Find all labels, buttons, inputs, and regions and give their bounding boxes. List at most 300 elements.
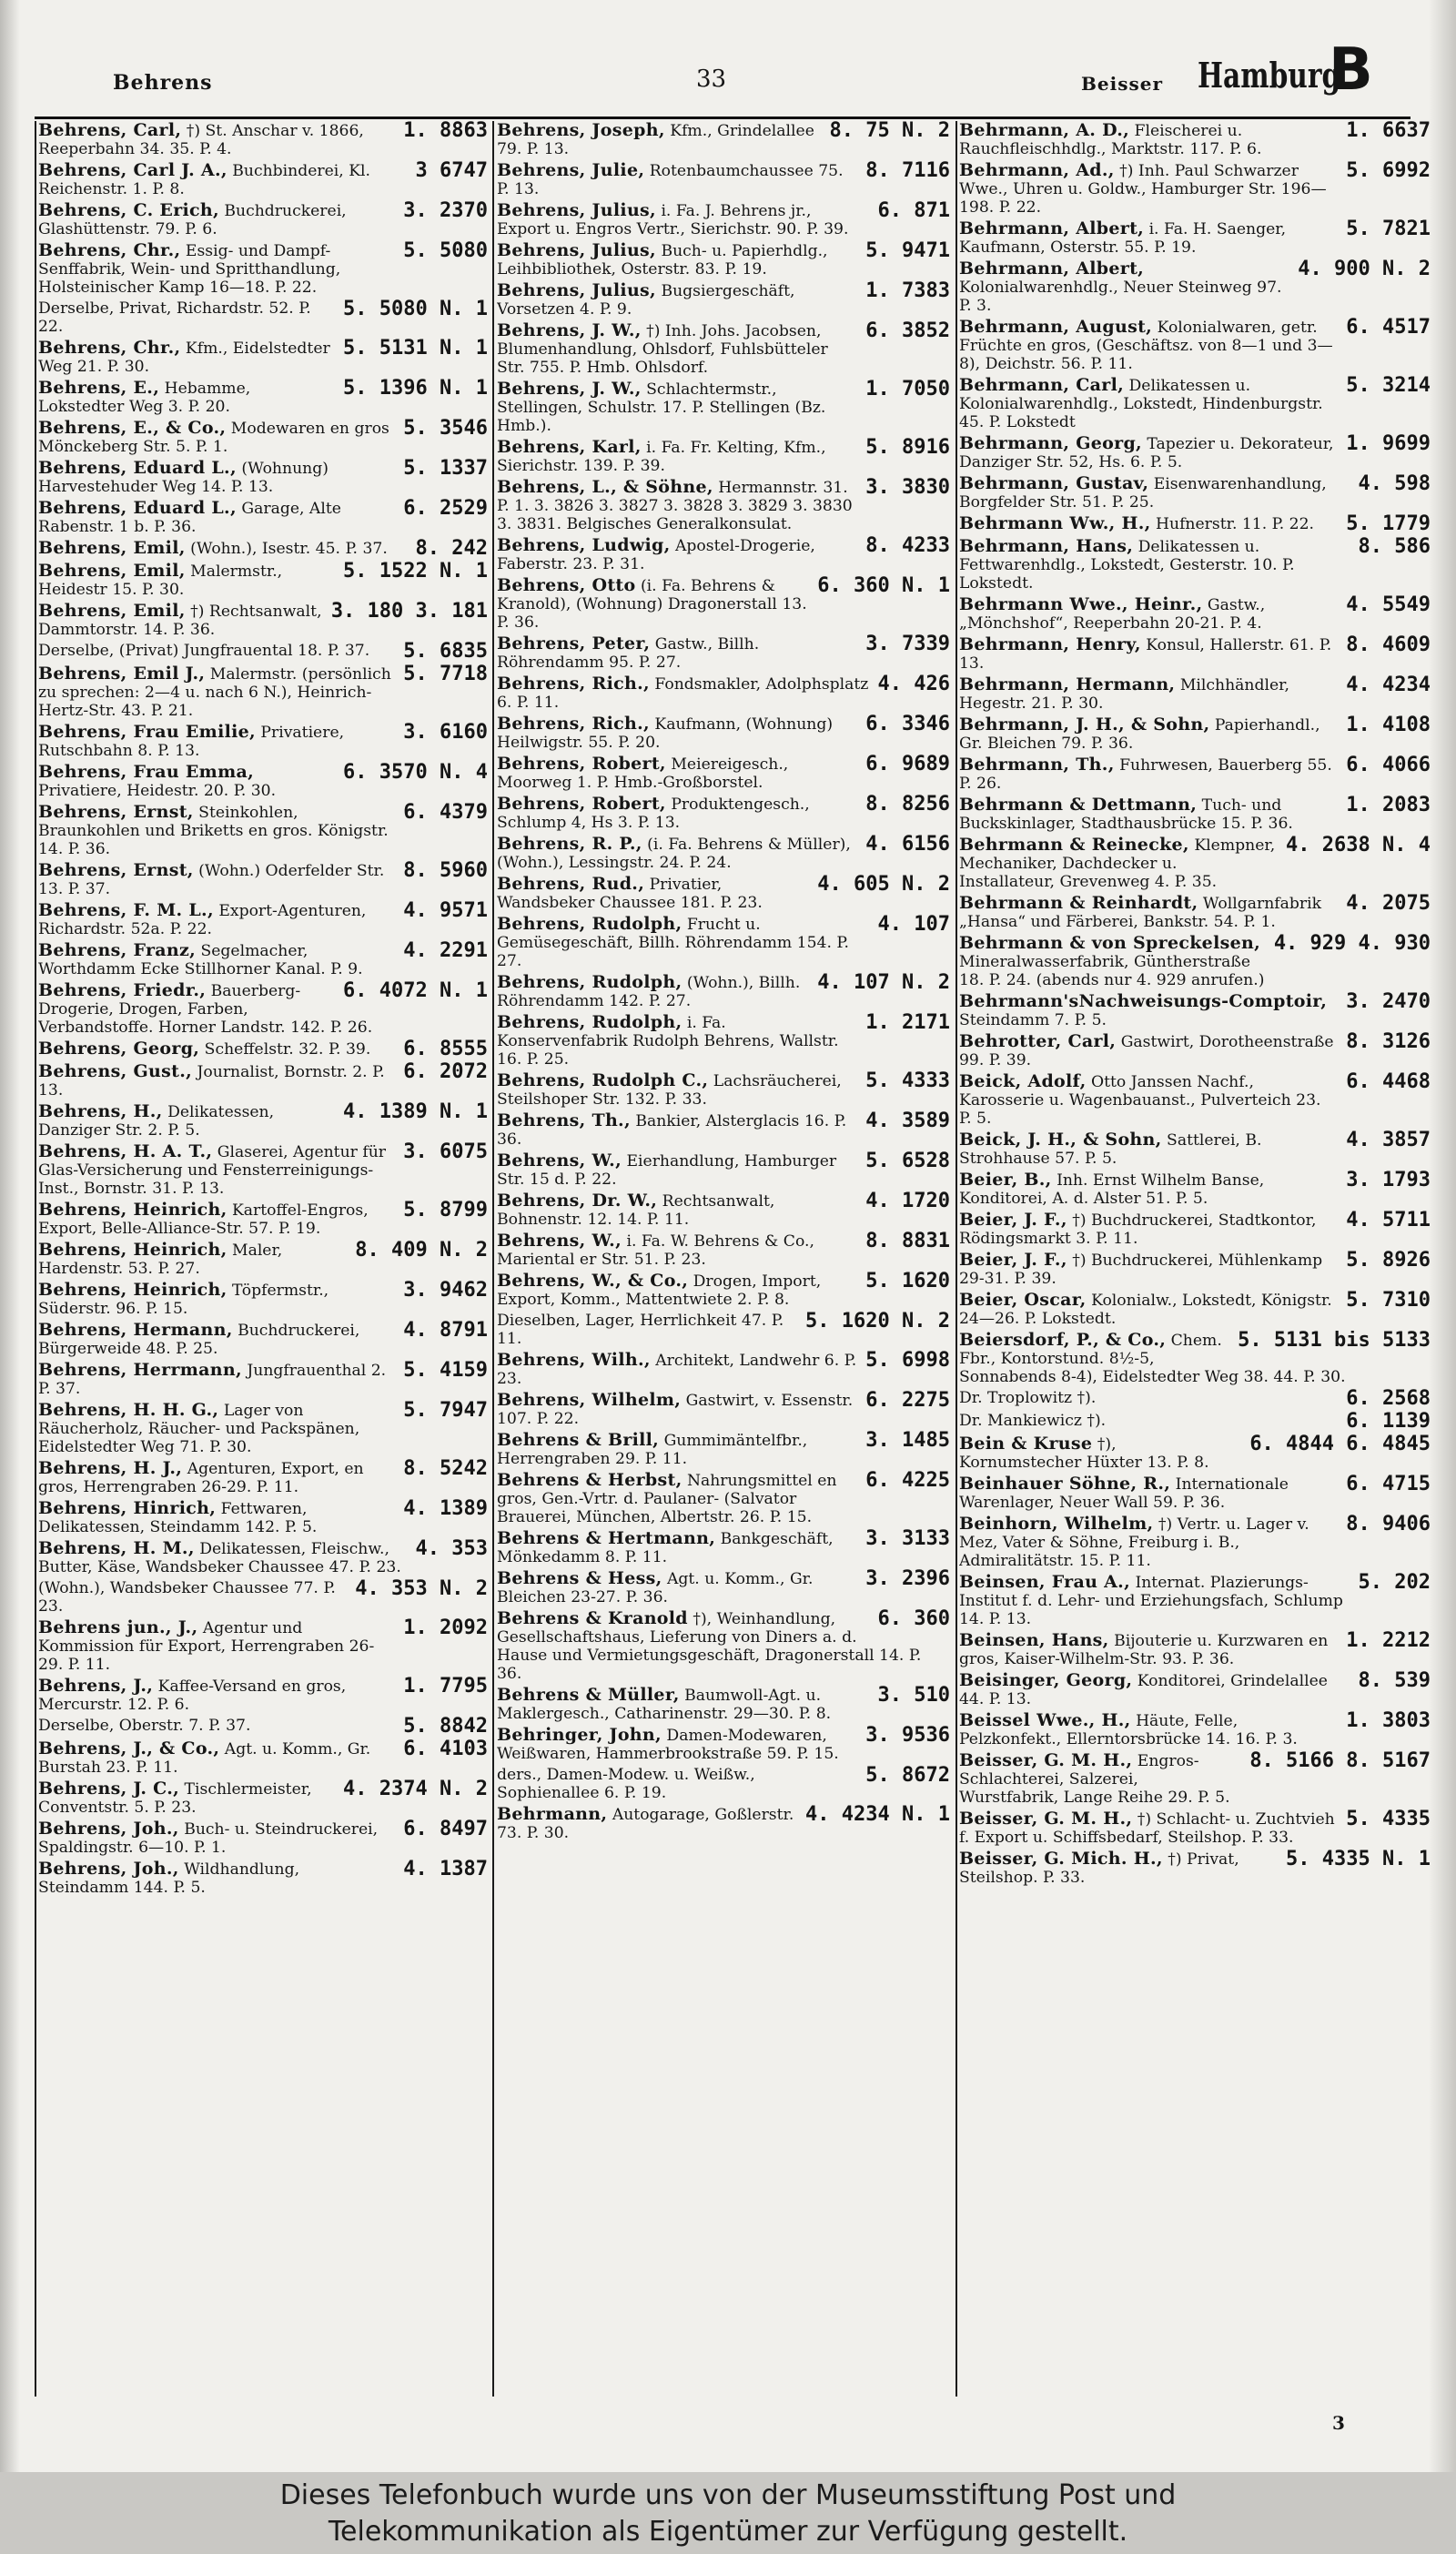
entry-name: Behrens jun., J., bbox=[38, 1618, 198, 1637]
entry-details: Dr. Mankiewicz †). bbox=[959, 1412, 1107, 1430]
phone-number: 6. 4103 bbox=[403, 1739, 488, 1760]
phone-number: 4. 2638 N. 4 bbox=[1286, 836, 1431, 856]
entry-name: Behrens, Heinrich, bbox=[38, 1201, 228, 1220]
entry-details: Privatiere, Heidestr. 20. P. 30. bbox=[38, 782, 277, 800]
entry-details: Privatier, Wandsbeker Chaussee 181. P. 23. bbox=[497, 876, 763, 912]
directory-entry bbox=[959, 1251, 1432, 1288]
entry-name: Behrmann, Th., bbox=[959, 755, 1115, 775]
directory-entry bbox=[38, 1459, 490, 1496]
entry-details: Buchdruckerei, Glashüttenstr. 79. P. 6. bbox=[38, 202, 347, 238]
directory-entry bbox=[497, 1726, 952, 1763]
entry-name: Behrmann & Dettmann, bbox=[959, 796, 1198, 815]
directory-entry bbox=[497, 1071, 952, 1109]
entry-name: Behrens, Emil, bbox=[38, 562, 186, 581]
entry-details: Wollgarnfabrik „Hansa“ und Färberei, Bankstr. 54. P. 1. bbox=[959, 895, 1322, 931]
phone-number: 5. 4333 bbox=[865, 1071, 950, 1092]
page-footer-number: 3 bbox=[1332, 2412, 1345, 2434]
directory-entry bbox=[38, 1819, 490, 1857]
entry-name: Behrens, Emil J., bbox=[38, 664, 206, 684]
entry-details: Gastw., Billh. Röhrendamm 95. P. 27. bbox=[497, 635, 760, 672]
directory-entry bbox=[38, 642, 490, 662]
entry-name: Behrmann & Reinhardt, bbox=[959, 894, 1198, 913]
entry-name: Beick, Adolf, bbox=[959, 1072, 1087, 1091]
phone-number: 4. 2291 bbox=[403, 941, 488, 962]
directory-column-1 bbox=[35, 121, 495, 2406]
directory-entry bbox=[38, 459, 490, 496]
directory-entry bbox=[38, 803, 490, 858]
directory-entry bbox=[959, 514, 1432, 534]
directory-entry bbox=[959, 1515, 1432, 1570]
entry-name: Beisser, G. Mich. H., bbox=[959, 1850, 1163, 1869]
directory-entry bbox=[959, 537, 1432, 593]
entry-details: Tuch- und Buckskinlager, Stadthausbrücke 15. P. 36. bbox=[959, 796, 1293, 833]
attribution-line-1: Dieses Telefonbuch wurde uns von der Museumsstiftung Post und bbox=[279, 2479, 1177, 2511]
phone-number: 6. 4715 bbox=[1346, 1475, 1431, 1495]
directory-entry bbox=[38, 901, 490, 938]
entry-details: Engros-Schlachterei, Salzerei, Wurstfabrik, Lange Reihe 29. P. 5. bbox=[959, 1752, 1230, 1807]
phone-number: 3 6747 bbox=[415, 161, 488, 182]
entry-name: Behrmann, August, bbox=[959, 318, 1153, 337]
phone-number: 4. 353 bbox=[415, 1539, 488, 1560]
phone-number: 4. 353 N. 2 bbox=[355, 1579, 488, 1600]
entry-name: Behrens, J. W., bbox=[497, 380, 642, 399]
directory-entry bbox=[38, 1361, 490, 1398]
directory-entry bbox=[959, 934, 1432, 989]
entry-name: Behrens, Ernst, bbox=[38, 861, 194, 880]
directory-entry bbox=[497, 1766, 952, 1802]
directory-entry bbox=[38, 861, 490, 898]
entry-details: Export-Agenturen, Richardstr. 52a. P. 22. bbox=[38, 902, 367, 938]
directory-entry bbox=[497, 1013, 952, 1069]
entry-name: Behrens, Emil, bbox=[38, 539, 186, 558]
page-header bbox=[36, 36, 1406, 117]
directory-entry bbox=[959, 1475, 1432, 1512]
directory-entry bbox=[959, 259, 1432, 315]
entry-details: Dieselben, Lager, Herrlichkeit 47. P. 11. bbox=[497, 1312, 784, 1348]
entry-details: Steinkohlen, Braunkohlen und Briketts en gros. Königstr. 14. P. 36. bbox=[38, 804, 389, 858]
entry-details: Scheffelstr. 32. P. 39. bbox=[204, 1040, 371, 1059]
phone-number: 4. 5711 bbox=[1346, 1211, 1431, 1231]
entry-details: (i. Fa. Behrens & Müller), (Wohn.), Lessingstr. 24. P. 24. bbox=[497, 836, 851, 872]
entry-name: Behrens, Heinrich, bbox=[38, 1281, 228, 1300]
entry-name: Beisinger, Georg, bbox=[959, 1671, 1133, 1690]
entry-details: Gastwirt, Dorotheenstraße 99. P. 39. bbox=[959, 1033, 1334, 1069]
directory-entry bbox=[497, 1529, 952, 1566]
directory-entry bbox=[959, 376, 1432, 431]
directory-entry bbox=[38, 1739, 490, 1777]
entry-name: Behrens, Frau Emma, bbox=[38, 763, 255, 782]
entry-details: (Wohn.) Oderfelder Str. 13. P. 37. bbox=[38, 862, 385, 898]
entry-details: Delikatessen u. Kolonialwarenhdlg., Lokstedt, Hindenburgstr. 45. P. Lokstedt bbox=[959, 377, 1323, 431]
directory-entry bbox=[497, 1805, 952, 1842]
entry-details: Mineralwasserfabrik, Güntherstraße 18. P. 24. (abends nur 4. 929 anrufen.) bbox=[959, 953, 1265, 989]
entry-name: Behrens, Joseph, bbox=[497, 121, 665, 140]
entry-name: Behrmann, A. D., bbox=[959, 121, 1130, 140]
directory-entry bbox=[497, 576, 952, 632]
phone-number: 5. 9471 bbox=[865, 241, 950, 262]
entry-details: Fondsmakler, Adolphsplatz 6. P. 11. bbox=[497, 675, 869, 712]
entry-details: Bijouterie u. Kurzwaren en gros, Kaiser-Wilhelm-Str. 93. P. 36. bbox=[959, 1632, 1329, 1668]
entry-name: Behrens, W., bbox=[497, 1231, 622, 1251]
phone-number: 6. 360 bbox=[877, 1609, 950, 1630]
entry-details: Gummimäntelfbr., Herrengraben 29. P. 11. bbox=[497, 1432, 808, 1468]
directory-entry bbox=[497, 380, 952, 435]
phone-number: 1. 7795 bbox=[403, 1677, 488, 1698]
phone-number: 8. 242 bbox=[415, 539, 488, 559]
entry-name: Behrens, H. A. T., bbox=[38, 1142, 213, 1161]
directory-entry bbox=[38, 161, 490, 198]
phone-number: 4. 4234 bbox=[1346, 675, 1431, 696]
directory-entry bbox=[38, 339, 490, 376]
entry-details: Journalist, Bornstr. 2. P. 13. bbox=[38, 1063, 385, 1100]
entry-name: Behrens, Gust., bbox=[38, 1062, 193, 1081]
phone-number: 6. 1139 bbox=[1346, 1412, 1431, 1432]
entry-details: †) Privat, Steilshop. P. 33. bbox=[959, 1850, 1239, 1887]
directory-entry bbox=[38, 1401, 490, 1456]
directory-entry bbox=[38, 1677, 490, 1714]
entry-details: Modewaren en gros Mönckeberg Str. 5. P. 1. bbox=[38, 420, 389, 456]
entry-details: Hufnerstr. 11. P. 22. bbox=[1156, 515, 1315, 533]
directory-entry bbox=[497, 1351, 952, 1388]
phone-number: 8. 75 N. 2 bbox=[829, 121, 950, 142]
phone-number: 3. 3830 bbox=[865, 478, 950, 499]
entry-details: Buchbinderei, Kl. Reichenstr. 1. P. 8. bbox=[38, 162, 371, 198]
entry-details: Delikatessen, Fleischw., Butter, Käse, Wandsbeker Chaussee 47. P. 23. bbox=[38, 1540, 401, 1576]
entry-details: Rotenbaumchaussee 75. P. 13. bbox=[497, 162, 844, 198]
directory-entry bbox=[38, 379, 490, 416]
directory-entry bbox=[497, 121, 952, 158]
entry-name: Behrens, J. W., bbox=[497, 321, 642, 340]
phone-number: 3. 180 3. 181 bbox=[330, 602, 488, 623]
entry-name: Behrens, E., bbox=[38, 379, 160, 398]
entry-name: Behrens, H. M., bbox=[38, 1539, 195, 1558]
phone-number: 8. 4609 bbox=[1346, 635, 1431, 656]
entry-details: ders., Damen-Modew. u. Weißw., Sophienallee 6. P. 19. bbox=[497, 1766, 755, 1802]
entry-details: i. Fa. Konservenfabrik Rudolph Behrens, Wallstr. 16. P. 25. bbox=[497, 1014, 839, 1069]
phone-number: 5. 1337 bbox=[403, 459, 488, 480]
phone-number: 4. 2374 N. 2 bbox=[343, 1779, 488, 1800]
phone-number: 1. 2212 bbox=[1346, 1631, 1431, 1652]
entry-name: Behrmann, Georg, bbox=[959, 434, 1142, 453]
phone-number: 4. 1387 bbox=[403, 1860, 488, 1880]
directory-entry bbox=[497, 281, 952, 319]
entry-name: Beick, J. H., & Sohn, bbox=[959, 1130, 1162, 1150]
entry-details: Fleischerei u. Rauchfleischhdlg., Marktstr. 117. P. 6. bbox=[959, 122, 1262, 158]
entry-details: Wildhandlung, Steindamm 144. P. 5. bbox=[38, 1860, 300, 1897]
directory-entry bbox=[959, 1331, 1432, 1386]
entry-name: Behrens, H. H. G., bbox=[38, 1401, 219, 1420]
directory-entry bbox=[959, 1850, 1432, 1887]
phone-number: 5. 6992 bbox=[1346, 161, 1431, 182]
directory-entry bbox=[959, 635, 1432, 673]
entry-name: Behrens, W., & Co., bbox=[497, 1272, 689, 1291]
directory-entry bbox=[959, 595, 1432, 633]
phone-number: 5. 5131 N. 1 bbox=[343, 339, 488, 360]
entry-details: Chem. Fbr., Kontorstund. 8½-5, Sonnabends 8-4), Eidelstedter Weg 38. 44. P. 30. bbox=[959, 1332, 1346, 1386]
phone-number: 5. 1620 bbox=[865, 1272, 950, 1292]
directory-entry bbox=[497, 634, 952, 672]
entry-name: Behrmann, Albert, bbox=[959, 259, 1145, 279]
directory-entry bbox=[497, 1569, 952, 1606]
entry-name: Behrens, Julius, bbox=[497, 241, 656, 260]
entry-details: Hebamme, Lokstedter Weg 3. P. 20. bbox=[38, 380, 251, 416]
phone-number: 5. 8842 bbox=[403, 1717, 488, 1737]
phone-number: 8. 409 N. 2 bbox=[355, 1241, 488, 1262]
entry-details: Malermstr., Heidestr 15. P. 30. bbox=[38, 562, 283, 599]
entry-details: Nahrungsmittel en gros, Gen.-Vrtr. d. Paulaner- (Salvator Brauerei, München, Albertstr. 26. P. 15. bbox=[497, 1472, 837, 1526]
directory-entry bbox=[959, 1751, 1432, 1807]
entry-details: Buchdruckerei, Bürgerweide 48. P. 25. bbox=[38, 1322, 360, 1358]
phone-number: 6. 4066 bbox=[1346, 755, 1431, 776]
entry-details: Segelmacher, Worthdamm Ecke Stillhorner Kanal. P. 9. bbox=[38, 942, 363, 978]
entry-name: Behrens, Chr., bbox=[38, 339, 181, 358]
phone-number: 5. 8672 bbox=[865, 1766, 950, 1787]
entry-details: †) Buchdruckerei, Stadtkontor, Rödingsmarkt 3. P. 11. bbox=[959, 1211, 1317, 1248]
directory-entry bbox=[497, 1191, 952, 1229]
phone-number: 8. 7116 bbox=[865, 161, 950, 182]
entry-name: Behrmann & Reinecke, bbox=[959, 836, 1189, 855]
phone-number: 5. 6835 bbox=[403, 642, 488, 662]
entry-name: Behrens, J., & Co., bbox=[38, 1739, 220, 1758]
directory-entry bbox=[959, 1171, 1432, 1208]
entry-name: Beiersdorf, P., & Co., bbox=[959, 1331, 1167, 1350]
entry-name: Behrens, Rud., bbox=[497, 875, 645, 894]
entry-details: Maler, Hardenstr. 53. P. 27. bbox=[38, 1242, 283, 1278]
entry-name: Behrmann, bbox=[497, 1805, 608, 1824]
phone-number: 8. 539 bbox=[1358, 1671, 1431, 1692]
entry-details: (Wohnung) Harvestehuder Weg 14. P. 13. bbox=[38, 460, 329, 496]
entry-details: Garage, Alte Rabenstr. 1 b. P. 36. bbox=[38, 500, 341, 536]
directory-entry bbox=[959, 1211, 1432, 1248]
entry-name: Behrens, Carl, bbox=[38, 121, 182, 140]
entry-name: Behrens, Heinrich, bbox=[38, 1241, 228, 1260]
entry-name: Behrens, Eduard L., bbox=[38, 499, 237, 518]
directory-entry bbox=[959, 161, 1432, 217]
entry-name: Behrens, Carl J. A., bbox=[38, 161, 228, 180]
directory-entry bbox=[497, 1111, 952, 1149]
entry-name: Beinsen, Frau A., bbox=[959, 1573, 1130, 1592]
directory-entry bbox=[38, 664, 490, 720]
phone-number: 1. 2092 bbox=[403, 1618, 488, 1639]
phone-number: 1. 3803 bbox=[1346, 1711, 1431, 1732]
phone-number: 3. 1485 bbox=[865, 1431, 950, 1452]
phone-number: 8. 5166 8. 5167 bbox=[1249, 1751, 1431, 1772]
directory-entry bbox=[959, 434, 1432, 471]
entry-details: i. Fa. H. Saenger, Kaufmann, Osterstr. 55. P. 19. bbox=[959, 220, 1287, 257]
phone-number: 5. 1620 N. 2 bbox=[805, 1312, 950, 1333]
phone-number: 5. 202 bbox=[1358, 1573, 1431, 1594]
entry-details: Lager von Räucherholz, Räucher- und Packspänen, Eidelstedter Weg 71. P. 30. bbox=[38, 1402, 360, 1456]
entry-details: Sattlerei, B. Strohhause 57. P. 5. bbox=[959, 1131, 1262, 1168]
phone-number: 3. 9536 bbox=[865, 1726, 950, 1747]
attribution-line-2: Telekommunikation als Eigentümer zur Verfügung gestellt. bbox=[328, 2516, 1128, 2548]
entry-name: Behrens, Rudolph C., bbox=[497, 1071, 709, 1090]
entry-name: Behrens, Julius, bbox=[497, 201, 656, 220]
directory-column-2 bbox=[493, 121, 957, 2406]
phone-number: 8. 586 bbox=[1358, 537, 1431, 558]
entry-details: Derselbe, (Privat) Jungfrauental 18. P. 37. bbox=[38, 642, 370, 660]
directory-entry bbox=[497, 1272, 952, 1309]
directory-entry bbox=[959, 836, 1432, 891]
directory-entry bbox=[497, 1431, 952, 1468]
entry-details: Schlachtermstr., Stellingen, Schulstr. 17. P. Stellingen (Bz. Hmb.). bbox=[497, 380, 826, 435]
directory-entry bbox=[959, 1671, 1432, 1708]
entry-name: Behrmann, Hans, bbox=[959, 537, 1134, 556]
header-page-number: 33 bbox=[696, 66, 727, 93]
phone-number: 5. 4335 bbox=[1346, 1809, 1431, 1830]
entry-details: †) Rechtsanwalt, Dammtorstr. 14. P. 36. bbox=[38, 603, 322, 639]
entry-name: Behrens, Friedr., bbox=[38, 981, 207, 1000]
entry-details: Dr. Troplowitz †). bbox=[959, 1389, 1097, 1407]
directory-entry bbox=[38, 1539, 490, 1576]
entry-name: Behrens, F. M. L., bbox=[38, 901, 214, 920]
directory-entry bbox=[959, 318, 1432, 373]
directory-entry bbox=[497, 715, 952, 752]
entry-details: Delikatessen, Danziger Str. 2. P. 5. bbox=[38, 1103, 275, 1140]
directory-entry bbox=[497, 438, 952, 475]
entry-details: Bauerberg-Drogerie, Drogen, Farben, Verbandstoffe. Horner Landstr. 142. P. 26. bbox=[38, 982, 373, 1037]
directory-entry bbox=[38, 1102, 490, 1140]
phone-number: 5. 5080 bbox=[403, 241, 488, 262]
entry-details: †) St. Anschar v. 1866, Reeperbahn 34. 35. P. 4. bbox=[38, 122, 364, 158]
entry-details: Konditorei, Grindelallee 44. P. 13. bbox=[959, 1672, 1328, 1708]
entry-details: Buch- u. Papierhdlg., Leihbibliothek, Osterstr. 83. P. 19. bbox=[497, 242, 828, 279]
entry-name: Behrens, C. Erich, bbox=[38, 201, 219, 220]
directory-entry bbox=[959, 1072, 1432, 1128]
entry-details: (Wohn.), Wandsbeker Chaussee 77. P. 23. bbox=[38, 1579, 336, 1616]
entry-name: Bein & Kruse bbox=[959, 1434, 1093, 1454]
entry-details: Internat. Plazierungs-Institut f. d. Lehr- und Erziehungsfach, Schlump 14. P. 13. bbox=[959, 1574, 1343, 1628]
entry-details: Derselbe, Privat, Richardstr. 52. P. 22. bbox=[38, 299, 311, 336]
phone-number: 5. 7947 bbox=[403, 1401, 488, 1422]
phone-number: 4. 107 N. 2 bbox=[817, 973, 950, 994]
phone-number: 3. 1793 bbox=[1346, 1171, 1431, 1191]
phone-number: 4. 5549 bbox=[1346, 595, 1431, 616]
entry-name: Behringer, John, bbox=[497, 1726, 662, 1745]
entry-name: Behrens & Brill, bbox=[497, 1431, 660, 1450]
entry-name: Behrens, Wilh., bbox=[497, 1351, 651, 1370]
entry-name: Behrens, Rudolph, bbox=[497, 915, 682, 934]
header-last-name: Beisser bbox=[1081, 73, 1164, 95]
directory-entry bbox=[38, 1062, 490, 1100]
directory-entry bbox=[38, 539, 490, 559]
entry-details: Otto Janssen Nachf., Karosserie u. Wagenbauanst., Pulverteich 23. P. 5. bbox=[959, 1073, 1321, 1128]
entry-details: Agenturen, Export, en gros, Herrengraben 26-29. P. 11. bbox=[38, 1460, 364, 1496]
entry-details: i. Fa. W. Behrens & Co., Mariental er Str. 51. P. 23. bbox=[497, 1232, 814, 1269]
entry-name: Behrens & Hess, bbox=[497, 1569, 662, 1588]
phone-number: 6. 2529 bbox=[403, 499, 488, 520]
directory-entry bbox=[959, 1389, 1432, 1409]
directory-entry bbox=[38, 121, 490, 158]
phone-number: 8. 8831 bbox=[865, 1231, 950, 1252]
phone-number: 4. 6156 bbox=[865, 835, 950, 856]
directory-entry bbox=[959, 1434, 1432, 1472]
entry-name: Behrens, L., & Söhne, bbox=[497, 478, 713, 497]
entry-details: †) Inh. Paul Schwarzer Wwe., Uhren u. Goldw., Hamburger Str. 196—198. P. 22. bbox=[959, 162, 1327, 217]
entry-details: Tischlermeister, Conventstr. 5. P. 23. bbox=[38, 1780, 312, 1817]
page-edge-left bbox=[0, 0, 20, 2472]
entry-details: Steindamm 7. P. 5. bbox=[959, 1011, 1107, 1029]
entry-details: Klempner, Mechaniker, Dachdecker u. Installateur, Grevenweg 4. P. 35. bbox=[959, 836, 1276, 891]
directory-entry bbox=[497, 241, 952, 279]
phone-number: 8. 5960 bbox=[403, 861, 488, 882]
directory-entry bbox=[497, 795, 952, 832]
entry-name: Beissel Wwe., H., bbox=[959, 1711, 1131, 1730]
phone-number: 5. 1396 N. 1 bbox=[343, 379, 488, 400]
entry-name: Behrens, Otto bbox=[497, 576, 636, 595]
directory-column-3 bbox=[956, 121, 1438, 2406]
directory-entry bbox=[38, 763, 490, 800]
phone-number: 5. 7718 bbox=[403, 664, 488, 685]
phone-number: 8. 5242 bbox=[403, 1459, 488, 1480]
entry-name: Behrmann, Albert, bbox=[959, 219, 1145, 238]
phone-number: 6. 3852 bbox=[865, 321, 950, 342]
entry-name: Behrens, Herrmann, bbox=[38, 1361, 242, 1380]
phone-number: 6. 2072 bbox=[403, 1062, 488, 1083]
phone-number: 5. 3214 bbox=[1346, 376, 1431, 397]
directory-entry bbox=[497, 1609, 952, 1683]
entry-details: Meiereigesch., Moorweg 1. P. Hmb.-Großborstel. bbox=[497, 755, 789, 792]
entry-name: Beinsen, Hans, bbox=[959, 1631, 1109, 1650]
entry-name: Behrmann & von Spreckelsen, bbox=[959, 934, 1260, 953]
phone-number: 6. 4517 bbox=[1346, 318, 1431, 339]
entry-details: Eisenwarenhandlung, Borgfelder Str. 51. P. 25. bbox=[959, 475, 1327, 512]
phone-number: 4. 1389 bbox=[403, 1499, 488, 1520]
entry-details: Tapezier u. Dekorateur, Danziger Str. 52, Hs. 6. P. 5. bbox=[959, 435, 1334, 471]
attribution-footer bbox=[0, 2472, 1456, 2554]
directory-entry bbox=[959, 796, 1432, 833]
header-letter: B bbox=[1329, 36, 1373, 104]
entry-details: †) Inh. Johs. Jacobsen, Blumenhandlung, Ohlsdorf, Fuhlsbütteler Str. 755. P. Hmb. Ohlsdorf. bbox=[497, 322, 828, 377]
entry-details: Derselbe, Oberstr. 7. P. 37. bbox=[38, 1717, 251, 1735]
directory-entry bbox=[38, 562, 490, 599]
phone-number: 3. 6160 bbox=[403, 723, 488, 744]
phone-number: 3. 2470 bbox=[1346, 992, 1431, 1013]
directory-entry bbox=[959, 755, 1432, 793]
entry-details: Bankier, Alsterglacis 16. P. 36. bbox=[497, 1112, 847, 1149]
phone-number: 5. 4335 N. 1 bbox=[1286, 1850, 1431, 1870]
entry-name: Behrens, W., bbox=[497, 1151, 622, 1171]
entry-name: Beinhorn, Wilhelm, bbox=[959, 1515, 1154, 1534]
directory-entry bbox=[497, 1312, 952, 1348]
phone-number: 8. 3126 bbox=[1346, 1032, 1431, 1053]
entry-details: Fuhrwesen, Bauerberg 55. P. 26. bbox=[959, 756, 1332, 793]
entry-name: Behrens, J. C., bbox=[38, 1779, 180, 1799]
entry-name: Behrens, Hermann, bbox=[38, 1321, 233, 1340]
phone-number: 4. 3589 bbox=[865, 1111, 950, 1132]
directory-entry bbox=[497, 835, 952, 872]
entry-name: Behrens, Rich., bbox=[497, 715, 650, 734]
entry-name: Behrens, Eduard L., bbox=[38, 459, 237, 478]
phone-number: 6. 4072 N. 1 bbox=[343, 981, 488, 1002]
entry-details: Apostel-Drogerie, Faberstr. 23. P. 31. bbox=[497, 537, 815, 573]
entry-name: Behrmann, Hermann, bbox=[959, 675, 1176, 694]
directory-entry bbox=[38, 1618, 490, 1674]
phone-number: 4. 4234 N. 1 bbox=[805, 1805, 950, 1826]
entry-name: Behrens, Dr. W., bbox=[497, 1191, 658, 1211]
directory-entry bbox=[38, 1142, 490, 1198]
phone-number: 1. 2083 bbox=[1346, 796, 1431, 816]
directory-entry bbox=[497, 674, 952, 712]
entry-name: Behrens, Wilhelm, bbox=[497, 1391, 682, 1410]
entry-name: Behrens, Joh., bbox=[38, 1860, 179, 1879]
entry-details: (i. Fa. Behrens & Kranold), (Wohnung) Dragonerstall 13. P. 36. bbox=[497, 577, 807, 632]
phone-number: 1. 9699 bbox=[1346, 434, 1431, 455]
phone-number: 6. 4844 6. 4845 bbox=[1249, 1434, 1431, 1455]
phone-number: 5. 6998 bbox=[865, 1351, 950, 1372]
entry-name: Behrens, Hinrich, bbox=[38, 1499, 217, 1518]
phone-number: 4. 8791 bbox=[403, 1321, 488, 1342]
